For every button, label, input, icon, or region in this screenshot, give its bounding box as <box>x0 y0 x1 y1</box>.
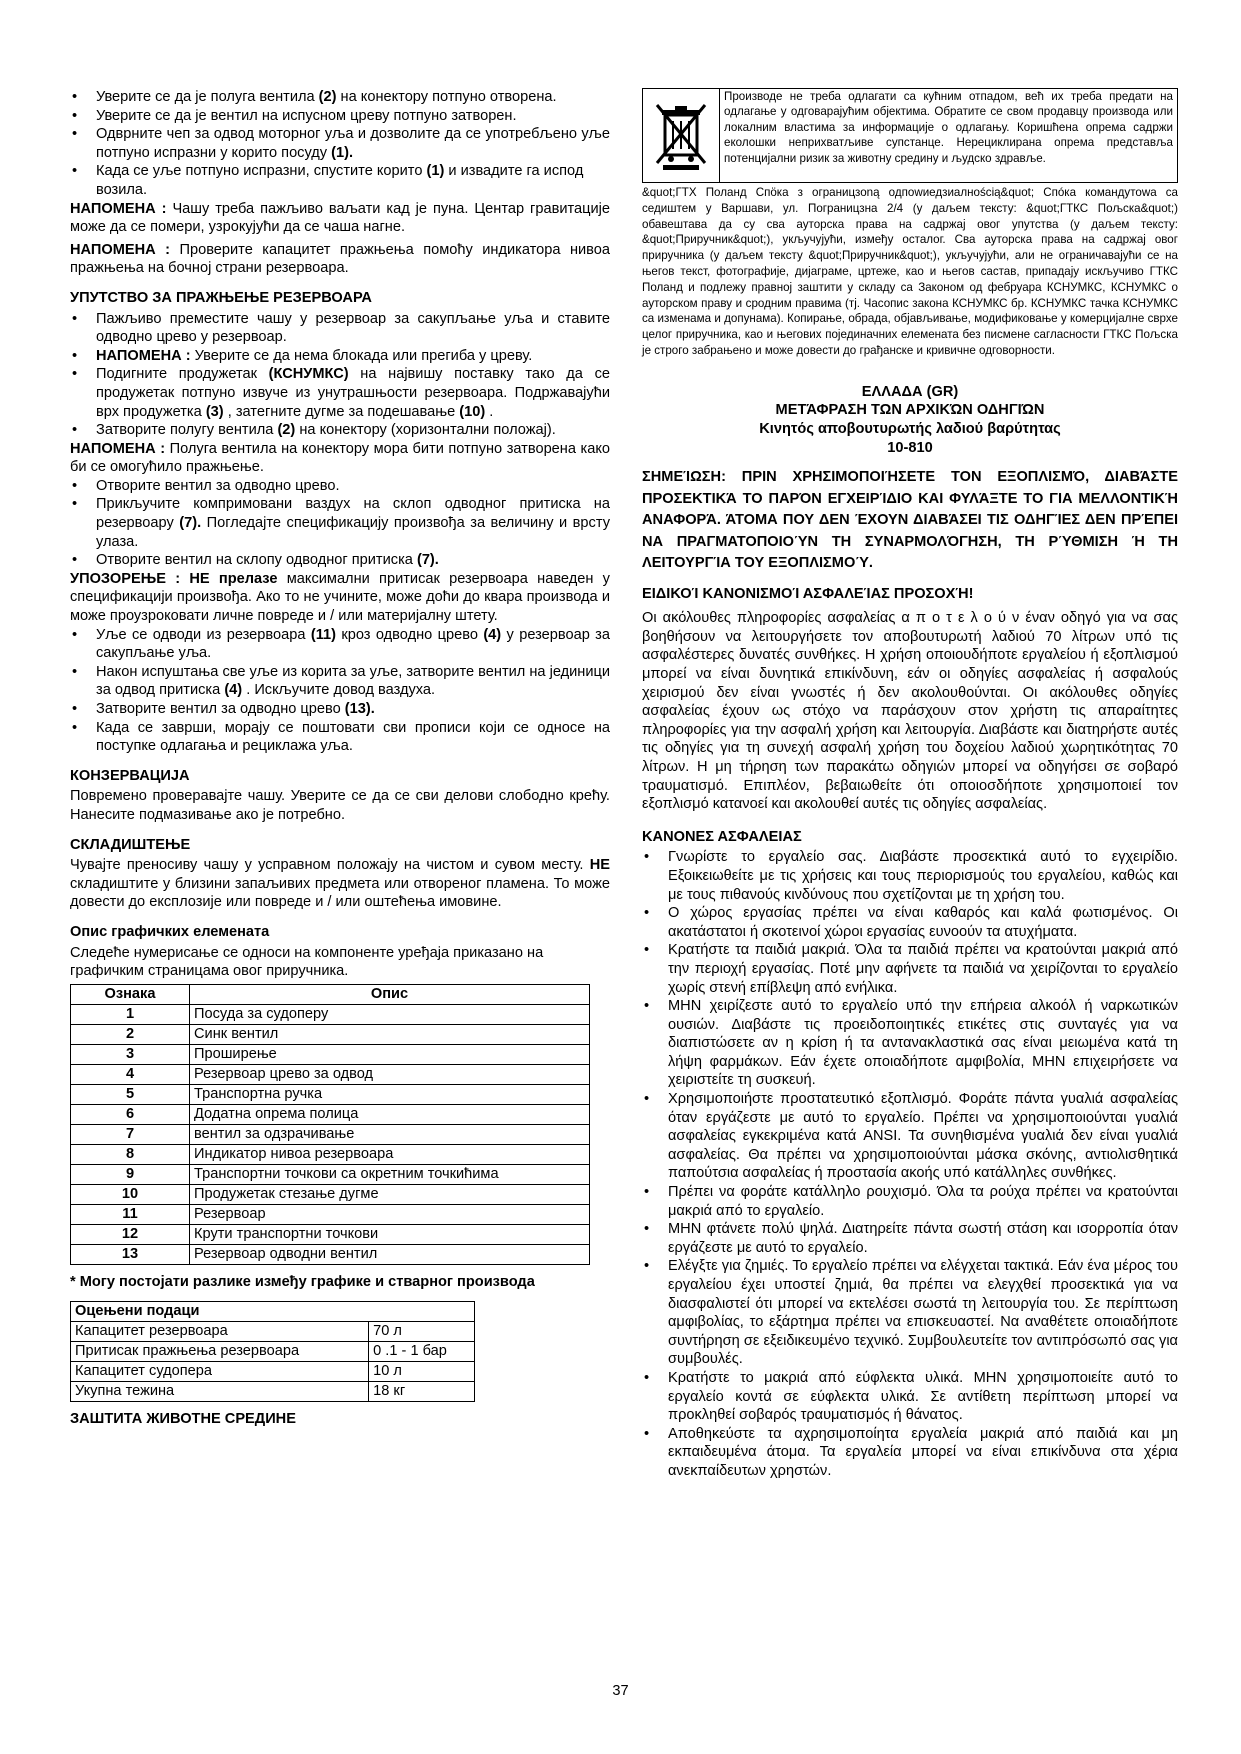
list-item: • Уверите се да је полуга вентила (2) на конектору потпуно отворена. <box>70 88 610 107</box>
list-item: • НАПОМЕНА : Уверите се да нема блокада или прегиба у цреву. <box>70 347 610 366</box>
table-row <box>71 1342 475 1362</box>
table-cell: Оцењени подаци <box>71 1302 475 1322</box>
table-header-row <box>71 1302 475 1322</box>
section-heading: ЗАШТИТА ЖИВОТНЕ СРЕДИНЕ <box>70 1411 296 1428</box>
table-cell: Резервоар одводни вентил <box>190 1244 590 1264</box>
list-item: • Γνωρίστε το εργαλείο σας. Διαβάστε προσεκτικά αυτό το εγχειρίδιο. Εξοικειωθείτε με τις χρήσεις και τους περιορισμούς του εργαλείου, καθώς και με τους πιθανούς κινδύνους που σχετίζονται με τη χρήση του. <box>642 848 1178 904</box>
table-row <box>71 1244 590 1264</box>
section-heading: СКЛАДИШТЕЊЕ <box>70 836 191 853</box>
table-cell: вентил за одзрачивање <box>190 1124 590 1144</box>
table-row <box>71 1104 590 1124</box>
list-item: • Затворите вентил за одводно црево (13). <box>70 700 610 719</box>
table-cell: 0 .1 - 1 бар <box>369 1342 475 1362</box>
list-item: • Χρησιμοποιήστε προστατευτικό εξοπλισμό. Φοράτε πάντα γυαλιά ασφαλείας όταν εργάζεστε με αυτό το εργαλείο. Πρέπει να χρησιμοποιούνται γυαλιά ασφαλείας εγκεκριμένα κατά ANSI. Τα συνηθισμένα γυαλιά δεν είναι γυαλιά ασφαλείας. Θα πρέπει να χρησιμοποιούνται μάσκα σκόνης, αντιολισθητικά παπούτσια ασφαλείας ή προστασία ακοής υπό κατάλληλες συνθήκες. <box>642 1090 1178 1183</box>
table-cell: Транспортни точкови са окретним точкићима <box>190 1164 590 1184</box>
specs-table <box>70 1301 475 1402</box>
list-item: • Прикључите компримовани ваздух на склоп одводног притиска на резервоару (7). Погледајте спецификацију произвођа за величину и врсту улаза. <box>70 495 610 551</box>
list-item: • Отворите вентил на склопу одводног притиска (7). <box>70 551 610 570</box>
list-item: • Αποθηκεύστε τα αχρησιμοποίητα εργαλεία μακριά από παιδιά και μη εκπαιδευμένα άτομα. Τα εργαλεία μπορεί να είναι επικίνδυνα στα χέρια ανεκπαίδευτων χρηστών. <box>642 1425 1178 1481</box>
list-item: • Κρατήστε τα παιδιά μακριά. Όλα τα παιδιά πρέπει να κρατούνται μακριά από την περιοχή εργασίας. Ποτέ μην αφήνετε τα παιδιά να χειρίζονται το εργαλείο χωρίς στενή επίβλεψη από ενήλικα. <box>642 941 1178 997</box>
list-item: • Ο χώρος εργασίας πρέπει να είναι καθαρός και καλά φωτισμένος. Οι ακατάστατοι ή σκοτεινοί χώροι εργασίας ευνοούν τα ατυχήματα. <box>642 904 1178 941</box>
drain-steps-list <box>70 88 610 200</box>
table-cell: Капацитет судопера <box>71 1362 369 1382</box>
section-heading: ΚΑΝΟΝΕΣ ΑΣΦΑΛΕΙΑΣ <box>642 828 802 845</box>
table-cell: 11 <box>71 1204 190 1224</box>
table-cell: Резервоар <box>190 1204 590 1224</box>
table-cell: Синк вентил <box>190 1024 590 1044</box>
list-item: • Κρατήστε το μακριά από εύφλεκτα υλικά. ΜΗΝ χρησιμοποιείτε αυτό το εργαλείο κοντά σε εύφλεκτα υλικά. Σε αντίθετη περίπτωση μπορεί να προκληθεί σοβαρός τραυματισμός ή θάνατος. <box>642 1369 1178 1425</box>
note-paragraph: НАПОМЕНА : Полуга вентила на конектору мора бити потпуно затворена како би се омогућило пражњење. <box>70 440 610 476</box>
list-item: • ΜΗΝ χειρίζεστε αυτό το εργαλείο υπό την επήρεια αλκοόλ ή ναρκωτικών ουσιών. Διαβάστε τις προειδοποιητικές ετικέτες στις συνταγές για να διαπιστώσετε αν η κρίση ή τα αντανακλαστικά σας είναι μειωμένα κατά τη λήψη φαρμάκων. Εάν έχετε οποιαδήποτε αμφιβολία, ΜΗΝ επιχειρήσετε να χειριστείτε τη συσκευή. <box>642 997 1178 1090</box>
table-cell: 5 <box>71 1084 190 1104</box>
left-column <box>70 88 610 1431</box>
greek-warning: ΣΗΜΕΊΩΣΗ: ΠΡΙΝ ΧΡΗΣΙΜΟΠΟΙΉΣΕΤΕ ΤΟΝ ΕΞΟΠΛΙΣΜΌ, ΔΙΑΒΆΣΤΕ ΠΡΟΣΕΚΤΙΚΆ ΤΟ ΠΑΡΌΝ ΕΓΧΕΙΡΊΔΙΟ ΚΑΙ ΦΥΛΆΞΤΕ ΤΟ ΓΙΑ ΜΕΛΛΟΝΤΙΚΉ ΑΝΑΦΟΡΆ. ΆΤΟΜΑ ΠΟΥ ΔΕΝ ΈΧΟΥΝ ΔΙΑΒΆΣΕΙ ΤΙΣ ΟΔΗΓΊΕΣ ΔΕΝ ΠΡΈΠΕΙ ΝΑ ΠΡΑΓΜΑΤΟΠΟΙΟΎΝ ΤΗ ΣΥΝΑΡΜΟΛΌΓΗΣΗ, ΤΗ ΡΎΘΜΙΣΗ Ή ΤΗ ΛΕΙΤΟΥΡΓΊΑ ΤΟΥ ΕΞΟΠΛΙΣΜΟΎ. <box>642 469 1178 572</box>
emptying-steps-list <box>70 310 610 440</box>
column-header: Ознака <box>71 984 190 1004</box>
table-cell: Притисак пражњења резервоара <box>71 1342 369 1362</box>
table-row <box>71 1224 590 1244</box>
table-cell: Транспортна ручка <box>190 1084 590 1104</box>
table-row <box>71 1382 475 1402</box>
table-row <box>71 1024 590 1044</box>
table-row <box>71 1124 590 1144</box>
storage-text: Чувајте преносиву чашу у усправном положају на чистом и сувом месту. НЕ складиштите у близини запаљивих предмета или отвореног пламена. То може довести до експлозије или повреде и / или оштећења имовине. <box>70 857 610 911</box>
table-cell: 4 <box>71 1064 190 1084</box>
table-row <box>71 1084 590 1104</box>
list-item: • Одврните чеп за одвод моторног уља и дозволите да се употребљено уље потпуно испразни у корито посуду (1). <box>70 125 610 162</box>
section-heading: КОНЗЕРВАЦИЈА <box>70 767 190 784</box>
table-row <box>71 1004 590 1024</box>
table-cell: 13 <box>71 1244 190 1264</box>
right-column <box>642 88 1178 1481</box>
list-item: • Подигните продужетак (КСНУМКС) на највишу поставку тако да се продужетак потпуно извуче из унутрашњости резервоара. Подржавајући врх продужетка (3) , затегните дугме за подешавање (10) . <box>70 365 610 421</box>
list-item: • Када се заврши, морају се поштовати сви прописи који се односе на поступке одлагања и рециклажа уља. <box>70 719 610 756</box>
table-row <box>71 1362 475 1382</box>
table-cell: 2 <box>71 1024 190 1044</box>
table-cell: 70 л <box>369 1322 475 1342</box>
conservation-text: Повремено проверавајте чашу. Уверите се да се сви делови слободно крећу. Нанесите подмазивање ако је потребно. <box>70 788 610 823</box>
table-cell: 8 <box>71 1144 190 1164</box>
copyright-notice: &quot;ГТХ Поланд Спӧка з ограницзоną одпowиедзиалнością&quot; Спóка командутоwа са седиштем у Варшави, ул. Пограницзна 2/4 (у даљем тексту: &quot;ГТКС Пољска&quot;) обавештава да су сва ауторска права на садржај овог упутства (у даљем тексту: &quot;Приручник&quot;), укључујући, између осталог. Сва ауторска права на садржај овог приручника (у даљем тексту &quot;Приручник&quot;), укључујући, али не ограничавајући се на његов текст, фотографије, дијаграме, цртеже, као и његов састав, припадају искључиво ГТКС Поланд и подлежу правној заштити у складу са Законом од фебруара КСНУМКС, КСНУМКС о ауторском праву и сродним правима (тј. Часопис закона КСНУМКС бр. КСНУМКС тачка КСНУМКС са изменама и допунама). Копирање, обрада, објављивање, модификовање у комерцијалне сврхе целог приручника, као и његових појединачних елемената без писмене сагласности ГТКС Пољска је строго забрањено и може довести до грађанске и кривичне одговорности. <box>642 186 1178 357</box>
legend-intro: Следеће нумерисање се односи на компоненте уређаја приказано на графичким страницама овог приручника. <box>70 944 544 980</box>
table-row <box>71 1322 475 1342</box>
list-item: • Πρέπει να φοράτε κατάλληλο ρουχισμό. Όλα τα ρούχα πρέπει να κρατούνται μακριά από το εργαλείο. <box>642 1183 1178 1220</box>
list-item: • Уље се одводи из резервоара (11) кроз одводно црево (4) у резервоар за сакупљање уља. <box>70 626 610 663</box>
legend-table <box>70 984 590 1265</box>
table-cell: Додатна опрема полица <box>190 1104 590 1124</box>
legend-note: * Могу постојати разлике између графике и стварног производа <box>70 1273 535 1290</box>
table-row <box>71 1184 590 1204</box>
weee-notice-box <box>642 88 1178 183</box>
table-cell: 3 <box>71 1044 190 1064</box>
table-cell: Укупна тежина <box>71 1382 369 1402</box>
table-cell: 1 <box>71 1004 190 1024</box>
warning-paragraph: УПОЗОРЕЊЕ : НЕ прелазе максимални притисак резервоара наведен у спецификацији произвођа. Ако то не учините, може доћи до квара производа и може проузроковати личне повреде и / или материјалну штету. <box>70 570 610 625</box>
table-cell: Проширење <box>190 1044 590 1064</box>
list-item: • Ελέγξτε για ζημιές. Το εργαλείο πρέπει να ελέγχεται τακτικά. Εάν ένα μέρος του εργαλείου έχει υποστεί ζημιά, θα πρέπει να ελεγχθεί προσεκτικά για να διασφαλιστεί ότι μπορεί να εκτελέσει σωστά τη λειτουργία του. Σε περίπτωση αμφιβολίας, το εξάρτημα πρέπει να επισκευαστεί. Να αναθέτετε οποιαδήποτε συντήρηση σε εξειδικευμένο τεχνικό. Συμβουλευτείτε τον αντιπρόσωπό σας για συμβουλές. <box>642 1257 1178 1369</box>
table-cell: 18 кг <box>369 1382 475 1402</box>
safety-rules-list <box>642 848 1178 1480</box>
table-cell: 9 <box>71 1164 190 1184</box>
table-cell: 6 <box>71 1104 190 1124</box>
note-paragraph: НАПОМЕНА : Проверите капацитет пражњења помоћу индикатора нивоа пражњења на бочној страни резервоара. <box>70 241 610 277</box>
column-header: Опис <box>190 984 590 1004</box>
table-cell: 12 <box>71 1224 190 1244</box>
greek-section-title: ΕΛΛΑΔΑ (GR) ΜΕΤΆΦΡΑΣΗ ΤΩΝ ΑΡΧΙΚΏΝ ΟΔΗΓΙΏΝ Κινητός αποβουτυρωτής λαδιού βαρύτητας 10-810 <box>759 383 1061 456</box>
table-row <box>71 1204 590 1224</box>
section-heading: Опис графичких елемената <box>70 923 270 940</box>
list-item: • Када се уље потпуно испразни, спустите корито (1) и извадите га испод возила. <box>70 162 610 199</box>
table-cell: Крути транспортни точкови <box>190 1224 590 1244</box>
list-item: • Затворите полугу вентила (2) на конектору (хоризонтални положај). <box>70 421 610 440</box>
table-cell: Капацитет резервоара <box>71 1322 369 1342</box>
table-cell: Продужетак стезање дугме <box>190 1184 590 1204</box>
final-steps-list <box>70 626 610 756</box>
crossed-out-bin-icon <box>643 89 720 182</box>
list-item: • Након испуштања све уље из корита за уље, затворите вентил на јединици за одвод притиска (4) . Искључите довод ваздуха. <box>70 663 610 700</box>
table-cell: 7 <box>71 1124 190 1144</box>
list-item: • Уверите се да је вентил на испусном цреву потпуно затворен. <box>70 107 610 126</box>
page-number: 37 <box>612 1683 629 1699</box>
weee-text: Производе не треба одлагати са кућним отпадом, већ их треба предати на одлагање у одговарајућим објектима. Обратите се свом продавцу производа или локалним властима за информације о одлагању. Коришћена опрема садржи еколошки неприхватљиве супстанце. Нерециклирана опрема представља потенцијални ризик за животну средину и људско здравље. <box>724 90 1173 165</box>
pressure-steps-list <box>70 477 610 570</box>
table-header-row <box>71 984 590 1004</box>
table-cell: 10 <box>71 1184 190 1204</box>
table-row <box>71 1064 590 1084</box>
table-cell: Посуда за судоперу <box>190 1004 590 1024</box>
note-paragraph: НАПОМЕНА : Чашу треба пажљиво ваљати кад је пуна. Центар гравитације може да се помери, узрокујући да се чаша нагне. <box>70 200 610 236</box>
list-item: • Отворите вентил за одводно црево. <box>70 477 610 496</box>
section-heading: ΕΙΔΙΚΟΊ ΚΑΝΟΝΙΣΜΟΊ ΑΣΦΑΛΕΊΑΣ ΠΡΟΣΟΧΉ! <box>642 585 974 602</box>
table-row <box>71 1164 590 1184</box>
table-cell: Резервоар црево за одвод <box>190 1064 590 1084</box>
list-item: • ΜΗΝ φτάνετε πολύ ψηλά. Διατηρείτε πάντα σωστή στάση και ισορροπία όταν εργάζεστε με αυτό το εργαλείο. <box>642 1220 1178 1257</box>
list-item: • Пажљиво преместите чашу у резервоар за сакупљање уља и ставите одводно црево у резервоар. <box>70 310 610 347</box>
table-row <box>71 1044 590 1064</box>
table-cell: 10 л <box>369 1362 475 1382</box>
table-row <box>71 1144 590 1164</box>
table-cell: Индикатор нивоа резервоара <box>190 1144 590 1164</box>
greek-safety-intro: Οι ακόλουθες πληροφορίες ασφαλείας α π ο τ ε λ ο ύ ν έναν οδηγό για να σας βοηθήσουν να λειτουργήσετε τον αποβουτυρωτή λαδιού 70 λίτρων υπό τις ασφαλέστερες δυνατές συνθήκες. Η χρήση οποιουδήποτε εργαλείου ή εξοπλισμού μπορεί να είναι δυνητικά επικίνδυνη, εάν οι οδηγίες ασφαλείας ή ασφαλούς χειρισμού δεν είναι γνωστές ή δεν ακολουθούνται. Οι ακόλουθες οδηγίες ασφαλείας έχουν ως στόχο να παράσχουν στον χρήστη τις απαραίτητες πληροφορίες για την ασφαλή χρήση και λειτουργία. Διαβάστε και διατηρήστε αυτές τις οδηγίες για τη συνεχή ασφαλή χρήση του δοχείου λαδιού χωρητικότητας 70 λίτρων. Η μη τήρηση των παρακάτω οδηγιών μπορεί να οδηγήσει σε σοβαρό τραυματισμό. Επιπλέον, βεβαιωθείτε ότι οποιοσδήποτε χρησιμοποιεί τον εξοπλισμό κατανοεί και ακολουθεί αυτές τις οδηγίες ασφαλείας. <box>642 610 1178 813</box>
section-heading: УПУТСТВО ЗА ПРАЖЊЕЊЕ РЕЗЕРВОАРА <box>70 289 372 306</box>
